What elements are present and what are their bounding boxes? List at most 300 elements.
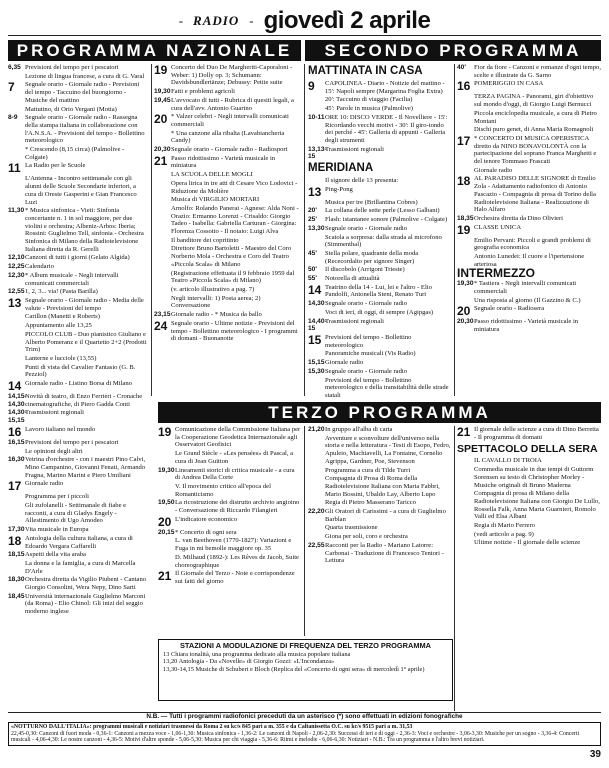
entry-text: Orchestra diretta da Vigilio Piubeni - Cantano Giorgio Consolini, Wera Nepy, Dino Sarti: [25, 576, 147, 592]
entry-text: Lezione di lingua francese, a cura di G. Varal: [25, 72, 145, 80]
entry-text: Orchestra diretta da Dino Olivieri: [474, 214, 563, 222]
entry-time: 13: [8, 295, 22, 310]
entry-text: Notorella di attualità: [325, 275, 380, 283]
column-divider: [151, 64, 152, 396]
programme-entry: [308, 467, 451, 475]
entry-time: [457, 522, 474, 530]
entry-time: [457, 531, 474, 539]
entry-text: Giornale radio: [325, 359, 364, 367]
programme-entry: [308, 146, 451, 161]
programme-entry: [154, 64, 301, 87]
entry-time: [154, 237, 171, 245]
programme-entry: [457, 305, 601, 317]
programme-entry: [8, 64, 148, 72]
entry-text: Le Grand Siècle - «Les pensées» di Pascal, a cura di Jean Guitton: [175, 450, 294, 465]
entry-text: AL PARADISO DELLE SIGNORE di Emilio Zola - Adattamento radiofonico di Antonio Pascazio - Compagnia di prosa di Torino della Radiotelevisione Italiana - Realizzazione di Halo Alfaro: [474, 175, 596, 214]
programme-entry: [457, 110, 601, 125]
entry-text: Giornale radio - * Musica da ballo: [171, 311, 262, 319]
entry-text: PICCOLO CLUB - Duo pianistico Giuliano e Alberto Pomeranz e il Quartetto 2+2 (Prodotti Trim): [25, 330, 147, 354]
entry-text: Aspetti della vita araba: [25, 551, 86, 559]
entry-time: 16,30: [8, 456, 25, 464]
stazioni-line: 13,20 Antologia - Da «Novelle» di Giorgio Gozzi: «L'Incondanza»: [163, 658, 335, 666]
section-heading: MATTINATA IN CASA: [308, 65, 423, 77]
entry-time: [308, 499, 325, 507]
header-dash: -: [178, 12, 184, 28]
band-programma-nazionale: PROGRAMMA NAZIONALE: [8, 40, 301, 61]
entry-time: 14,15-14,30: [8, 393, 27, 408]
programme-entry: [308, 186, 451, 198]
programme-entry: [457, 175, 601, 214]
entry-text: Comunicazione della Commissione Italiana per la Cooperazione Geodetica Internazionale agli Osservatori Geofisici: [175, 426, 301, 449]
programme-entry: [457, 93, 601, 108]
programme-entry: [158, 483, 301, 498]
footer-notturno: [8, 722, 601, 746]
entry-time: 20: [457, 304, 471, 319]
entry-text: Musica per tre (Brillantina Cobres): [325, 198, 418, 206]
entry-time: [457, 297, 474, 305]
programme-entry: [8, 106, 148, 114]
entry-time: 13,13-15: [308, 145, 327, 161]
entry-text: Segnale orario - Giornale radio - Radiosport: [171, 146, 288, 154]
nazionale-col-2: [154, 64, 301, 396]
entry-time: [457, 167, 474, 175]
entry-time: 14,40-15: [308, 317, 327, 333]
entry-time: 18,45: [8, 592, 25, 600]
stazioni-title: STAZIONI A MODULAZIONE DI FREQUENZA DEL TERZO PROGRAMMA: [180, 641, 431, 650]
entry-text: Ultime notizie - Il giornale delle scienze: [474, 539, 581, 547]
programme-entry: [8, 288, 148, 296]
entry-time: 16: [457, 79, 471, 94]
programme-entry: [308, 499, 451, 507]
entry-text: Gli zufolanelli - Settimanale di fiabe e racconti, a cura di Gladys Engely - Allestimento di Ugo Amodeo: [25, 502, 127, 525]
entry-time: [158, 450, 175, 465]
entry-text: * CONCERTO DI MUSICA OPERISTICA diretto da NINO BONAVOLONTÀ con la partecipazione del soprano Franca Marghetti e del tenore Tommaso Frascati: [474, 134, 597, 166]
entry-text: Compagnia di prosa di Milano della Radiotelevisione Italiana con Giorgio De Lullo, Rossella Falk, Anna Maria Guarnieri, Romolo Valli ed Elsa Albani: [474, 490, 600, 521]
entry-time: [457, 539, 474, 547]
programme-entry: [8, 393, 148, 408]
entry-time: 21: [158, 569, 172, 584]
entry-text: Opera lirica in tre atti di Cesare Vico Lodovici - Riduzione da Molière: [171, 179, 298, 195]
programme-entry: [457, 457, 601, 465]
entry-text: Lanterne e lucciole (13,55): [25, 354, 97, 362]
entry-time: 8-9: [8, 114, 18, 122]
entry-time: 13,30: [308, 224, 325, 232]
programme-entry: [158, 426, 301, 449]
entry-time: 15,15: [308, 359, 325, 367]
entry-text: ORE 10: DISCO VERDE - Il Novelliere - 15': Ricordando vecchi motivi - 30': Il giro-tondo dei perché - 45': Galleria di appunti - Galleria degli strumenti: [325, 113, 448, 144]
terzo-col-1: [158, 426, 301, 636]
programme-entry: [158, 450, 301, 465]
entry-text: Il Giornale del Terzo - Note e corrispondenze sui fatti del giorno: [175, 570, 295, 585]
entry-text: Emilio Pervani: Piccoli e grandi problemi di geografia economica: [474, 236, 591, 252]
entry-time: [308, 96, 325, 104]
entry-text: Trasmissioni regionali: [25, 409, 84, 417]
entry-text: Teatrino della 14 - Lui, lei e l'altro - Elio Pandolfi, Antonella Steni, Renato Turi: [325, 283, 432, 299]
entry-text: Regia di Mario Ferrero: [474, 522, 535, 530]
entry-text: Segnale orario - Giornale radio: [325, 300, 408, 308]
entry-time: 9: [308, 79, 315, 93]
entry-time: [154, 180, 171, 195]
programme-entry: [158, 529, 301, 537]
entry-text: Vetrina d'orchestre - con i maestri Pino Calvi, Mino Campanino, Giovanni Fenati, Armando Fragna, Marino Marini e Piero Umiliani: [25, 456, 146, 479]
programme-entry: [308, 266, 451, 274]
entry-time: [8, 364, 25, 379]
entry-time: [8, 322, 25, 330]
entry-time: 20,30: [457, 318, 474, 326]
entry-text: * Musica sinfonica - Vieti: Sinfonia concertante n. 1 in sol maggiore, per due violini e orchestra; Albeniz-Arbos: Iberia; Rossini: Guglielmo Tell, sinfonia - Orchestra Sinfonica di Milano della Radiotelevisione Italiana diretta da R. Gerelli: [25, 207, 144, 253]
entry-text: Previsioni del tempo per i pescatori: [25, 438, 119, 446]
entry-text: Commedia musicale in due tempi di Guttorm Sorensen su testo di Christopher Morley - Musiche originali di Bruno Maderna: [474, 466, 594, 489]
secondo-col-2: [457, 64, 601, 396]
entry-time: [457, 126, 474, 134]
nazionale-col-1: [8, 64, 148, 616]
entry-text: Direttore Bruno Bartoletti - Maestro del Coro Norberto Mola - Orchestra e Coro del Teatro «Piccola Scala» di Milano: [171, 245, 292, 268]
entry-time: 21: [154, 153, 168, 168]
programme-entry: [308, 368, 451, 376]
entry-time: 12,55: [8, 288, 25, 296]
entry-time: [154, 295, 171, 310]
entry-text: Ping-Pong: [325, 185, 353, 193]
programme-entry: [308, 542, 451, 565]
entry-time: [154, 245, 171, 268]
entry-time: 18,35: [457, 214, 474, 222]
entry-text: Concerto del Duo De Margheriti-Caporaloni - Weber: 1) Dolly op. 3; Schumann: Davidsbundlertänze; Debussy: Petite suite: [171, 64, 293, 87]
secondo-col-1: [308, 64, 451, 399]
page-number: 39: [589, 749, 601, 760]
entry-text: Segnale orario - Giornale radio - Rassegna della stampa italiana in collaborazione con l'A.N.S.A. - Previsioni del tempo - Bollettino meteorologico: [25, 114, 145, 145]
entry-time: [308, 475, 325, 498]
entry-text: Previsioni del tempo - Bollettino meteorologico e della transitabilità delle strade statali: [325, 376, 449, 399]
programme-entry: [154, 155, 301, 170]
entry-time: [158, 537, 175, 552]
notturno-details: 22,45-0,30: Canzoni di fuori moda - 0,36-1: Canzoni a mezza voce - 1,06-1,30: Musica sinfonica - 1,36-2: Le canzoni di Napoli - 2,06-2,30: Successi di ieri e di oggi - 2,36-3: Voci e orchestre - 3,06-3,30: Musiche per un sogno - 3,36-4: Concerti musicali - 4,06-4,30: Le nostre canzoni - 4,36-5: Motivi d'altre sponde - 5,06-5,30: Musica per chi viaggia - 5,36-6: Ritmi e melodie - 6,06-6,30: Notiziari - N.B.: Tra un programma e l'altro brevi notiziari.: [11, 730, 580, 744]
entry-time: 22,55: [308, 541, 325, 549]
entry-text: Regia di Pietro Masserano Taricco: [325, 499, 416, 507]
entry-text: Lineamenti storici di critica musicale - a cura di Andrea Della Corte: [175, 466, 295, 482]
programme-entry: [154, 295, 301, 310]
page-header: [8, 6, 601, 36]
programme-entry: [154, 97, 301, 112]
entry-text: In gruppo all'alba di carta: [325, 426, 393, 433]
entry-time: 15,30: [308, 367, 325, 375]
header-date: giovedì 2 aprile: [263, 6, 431, 34]
entry-time: 17: [457, 133, 471, 148]
entry-time: [308, 435, 325, 466]
entry-time: [154, 171, 171, 179]
entry-text: Previsioni del tempo per i pescatori: [25, 64, 119, 71]
programme-entry: [308, 207, 451, 215]
band-terzo-programma: TERZO PROGRAMMA: [158, 402, 601, 423]
entry-time: [308, 467, 325, 475]
programme-entry: [154, 130, 301, 145]
programme-entry: [154, 286, 301, 294]
programme-entry: [8, 331, 148, 354]
programme-entry: [8, 207, 148, 253]
programme-entry: [154, 180, 301, 195]
entry-time: 50': [308, 266, 317, 274]
entry-time: 11,30: [8, 207, 25, 215]
entry-time: [308, 533, 325, 541]
entry-time: 16,15: [8, 438, 25, 446]
entry-text: Fatti e problemi agricoli: [171, 88, 235, 96]
programme-entry: [154, 320, 301, 343]
notturno-title: «NOTTURNO DALL'ITALIA»: programmi musicali e notiziari trasmessi da Roma 2 su kc/s 845 pari a m. 355 e da Caltanissetta O.C. su kc/s 9515 pari a m. 31,53: [11, 723, 413, 730]
entry-time: [308, 377, 325, 400]
entry-time: 13: [308, 184, 322, 199]
entry-time: [8, 146, 25, 161]
programme-entry: [8, 73, 148, 81]
entry-text: * Tastiera - Negli intervalli comunicati commerciali: [474, 280, 577, 295]
programme-entry: [8, 175, 148, 206]
programme-entry: [457, 215, 601, 223]
entry-text: Flash: istantanee sonore (Palmolive - Colgate): [325, 216, 448, 224]
column-divider: [304, 64, 305, 396]
entry-time: 14,30-15,15: [8, 409, 27, 425]
programme-entry: [158, 499, 301, 514]
programme-entry: [8, 263, 148, 271]
entry-text: Antonio Lunedei: Il cuore e l'ipertensione arteriosa: [474, 253, 585, 268]
entry-text: Musica di VIRGILIO MORTARI: [171, 196, 260, 204]
entry-text: Le opinioni degli altri: [25, 447, 83, 455]
section-bands: [8, 40, 601, 61]
programme-entry: [457, 490, 601, 521]
entry-time: [308, 309, 325, 317]
spettacolo-heading: SPETTACOLO DELLA SERA: [457, 443, 598, 456]
programme-entry: [8, 380, 148, 392]
entry-text: Gli Oratori di Carissimi - a cura di Guglielmo Barblan: [325, 508, 446, 523]
entry-text: (Registrazione effettuata il 9 febbraio 1959 dal Teatro «Piccola Scala» di Milano): [171, 269, 295, 285]
entry-text: Segnale orario - Giornale radio: [325, 224, 408, 232]
entry-time: 6,35: [8, 64, 21, 71]
secondo-evening-col: [457, 426, 601, 711]
programme-entry: [308, 199, 451, 207]
entry-time: 14: [8, 379, 22, 394]
entry-text: Voci di ieri, di oggi, di sempre (Agipgas): [325, 308, 434, 316]
section-heading: MERIDIANA: [308, 162, 374, 175]
entry-time: 19,30: [154, 88, 171, 96]
entry-time: [457, 457, 474, 465]
programme-entry: [8, 146, 148, 161]
programme-entry: [457, 135, 601, 166]
entry-time: 10-11: [308, 113, 325, 121]
programme-entry: [308, 508, 451, 523]
entry-text: D. Milhaud (1892-): Les Rêves de Jacob, Suite choreographique: [175, 553, 299, 569]
entry-time: [8, 355, 25, 363]
entry-time: [457, 466, 474, 489]
entry-text: Il giornale delle scienze a cura di Dino Berretta - Il programma di domani: [474, 426, 599, 441]
programme-entry: [457, 318, 601, 333]
entry-text: Passo ridottissimo - Varietà musicale in miniatura: [171, 154, 276, 170]
programme-entry: [308, 300, 451, 308]
entry-time: [154, 130, 171, 145]
entry-time: 15: [308, 332, 322, 347]
entry-time: [8, 73, 25, 81]
entry-time: [158, 483, 175, 498]
entry-time: [8, 331, 25, 354]
entry-time: 7: [8, 80, 15, 95]
radio-listing-page: [8, 6, 601, 760]
entry-text: Giornale radio: [25, 480, 64, 488]
programme-entry: [308, 377, 451, 400]
entry-text: * Una canzone alla ribalta (Lavabiancheria Candy): [171, 129, 285, 145]
entry-text: * Crescendo (8,15 circa) (Palmolive - Colgate): [25, 146, 125, 161]
entry-time: [154, 270, 171, 285]
programme-entry: [8, 272, 148, 287]
entry-time: 18,30: [8, 576, 25, 584]
entry-text: Avventure e sconvolture dell'universo nella storia e nella letteratura - Testi di Esopo, Fedro, Apuleio, Machiavelli, La Fontaine, Cornelio Agrippa, Gardner, Poe, Stevenson: [325, 434, 451, 465]
programme-entry: [457, 237, 601, 252]
entry-text: Punti di vista del Cavalier Fantasio (G. B. Pezziol): [25, 363, 136, 379]
entry-time: 11: [8, 161, 21, 176]
column-divider: [304, 426, 305, 636]
entry-text: Previsioni del tempo - Bollettino meteorologico: [325, 333, 412, 349]
entry-text: Panoramiche musicali (Vis Radio): [325, 350, 416, 358]
programme-entry: [308, 318, 451, 333]
programme-entry: [158, 537, 301, 552]
column-divider: [454, 426, 455, 711]
entry-text: Università internazionale Guglielmo Marconi (da Roma) - Elio Chinol: Gli inizi del seggio moderno inglese: [25, 592, 146, 616]
entry-text: Segnale orario - Ultime notizie - Previsioni del tempo - Bollettino meteorologico - I programmi di domani - Buonanotte: [171, 319, 298, 343]
terzo-col-2: [308, 426, 451, 636]
entry-text: Novità di teatro, di Enzo Ferrieri - Cronache cinematografiche, di Piero Gadda Conti: [25, 393, 143, 408]
programme-entry: [8, 364, 148, 379]
entry-text: * Valzer celebri - Negli intervalli comunicati commerciali: [171, 113, 289, 128]
entry-time: [308, 105, 325, 113]
entry-text: Segnale orario - Giornale radio - Media delle valute - Previsioni del tempo: [25, 296, 144, 312]
entry-time: [8, 175, 25, 206]
entry-text: TERZA PAGINA - Panorami, giri d'obiettivo sul mondo d'oggi, di Giorgio Luigi Bernucci: [474, 93, 594, 109]
entry-time: 45': [308, 249, 317, 257]
entry-time: [308, 177, 325, 185]
programme-entry: [308, 334, 451, 349]
entry-time: 20: [158, 514, 172, 529]
entry-text: Lavoro italiano nel mondo: [25, 425, 96, 433]
programme-entry: [8, 162, 148, 174]
entry-time: [154, 205, 171, 236]
entry-text: * Album musicale - Negli intervalli comunicati commerciali: [25, 271, 119, 287]
programme-entry: [308, 234, 451, 249]
programme-entry: [308, 309, 451, 317]
programme-entry: [154, 311, 301, 319]
entry-text: 20': Taccuino di viaggio (Facilia): [325, 96, 413, 104]
entry-time: 12,10: [8, 254, 25, 262]
entry-text: Segnale orario - Radiosera: [474, 305, 545, 313]
programme-entry: [158, 516, 301, 528]
entry-time: 14: [308, 282, 322, 297]
programme-entry: [154, 113, 301, 128]
programme-entry: [8, 297, 148, 312]
intermezzo-heading: INTERMEZZO: [457, 266, 535, 281]
entry-time: 20,30: [154, 146, 171, 154]
entry-text: Programma a cura di Tilde Turri: [325, 466, 411, 474]
entry-text: POMERIGGIO IN CASA: [474, 80, 544, 88]
entry-text: La donna e la famiglia, a cura di Marcella D'Arle: [25, 559, 136, 575]
entry-text: Antologia della cultura italiana, a cura di Edoardo Vergara Caffarelli: [25, 534, 133, 550]
programme-entry: [308, 177, 451, 185]
entry-text: CAPOLINEA - Diario - Notizie del mattino - 15': Napoli sempre (Margarina Foglia Extra): [325, 80, 445, 95]
entry-text: Stella polare, quadrante della moda (Rececordalto per signore Singer): [325, 249, 419, 265]
programme-entry: [154, 205, 301, 236]
programme-entry: [158, 554, 301, 569]
programme-entry: [154, 237, 301, 245]
entry-text: (v. articolo illustrativo a pag. 7): [171, 285, 255, 293]
entry-text: Mattutino, di Orio Vergani (Motta): [25, 105, 117, 113]
entry-text: Trasmissioni regionali: [325, 317, 384, 325]
entry-text: Calendario: [25, 263, 54, 271]
entry-time: 17: [8, 479, 22, 494]
column-divider: [454, 64, 455, 396]
entry-text: Racconti per la Radio - Mariano Latorre: Carbonai - Traduzione di Francesco Tentori - Lettura: [325, 541, 444, 565]
header-radio: RADIO: [193, 12, 240, 28]
programme-entry: [154, 146, 301, 154]
entry-text: Appuntamento alle 13,25: [25, 322, 92, 330]
programme-entry: [308, 105, 451, 113]
entry-text: Il discobolo (Arrigoni Trieste): [325, 266, 405, 274]
entry-time: 16: [8, 424, 22, 439]
entry-text: Il signore delle 13 presenta:: [325, 177, 399, 185]
entry-text: La Radio per le Scuole: [25, 162, 86, 170]
programme-entry: [457, 531, 601, 539]
programme-entry: [8, 81, 148, 104]
entry-time: [8, 313, 25, 321]
programme-entry: [457, 80, 601, 92]
programme-entry: [154, 196, 301, 204]
band-secondo-programma: SECONDO PROGRAMMA: [305, 40, 601, 61]
programme-entry: [457, 522, 601, 530]
entry-text: 45': Parole in musica (Palmolive): [325, 105, 413, 113]
programme-entry: [457, 466, 601, 489]
entry-text: * Concerto di ogni sera: [175, 528, 237, 536]
entry-text: Scatola a sorpresa: dalla strada al microfono (Simmenthal): [325, 233, 442, 249]
programme-entry: [457, 539, 601, 547]
entry-text: Quarta trasmissione: [325, 524, 378, 532]
entry-text: L'indicatore economico: [175, 515, 238, 523]
entry-text: (vedi articolo a pag. 9): [474, 530, 534, 538]
programme-entry: [8, 313, 148, 321]
entry-time: [308, 199, 325, 207]
entry-time: 25': [308, 216, 317, 224]
entry-time: 55': [308, 275, 317, 283]
entry-time: 19,45: [154, 96, 171, 104]
entry-time: [158, 554, 175, 569]
programme-entry: [154, 171, 301, 179]
stazioni-line: 13 Chiara tonalità, una programma dedicato alla musica popolare italiana: [163, 650, 351, 658]
entry-text: Il banditore dei copritinto: [171, 236, 239, 244]
entry-text: Dischi puro genet, di Anna Maria Romagnoli: [474, 126, 594, 134]
programme-entry: [457, 126, 601, 134]
entry-text: LA SCUOLA DELLE MOGLI: [171, 171, 253, 179]
entry-time: 24: [154, 318, 168, 333]
programme-entry: [308, 80, 451, 95]
programme-entry: [308, 225, 451, 233]
entry-time: [308, 524, 325, 532]
entry-time: 21,20: [308, 426, 325, 433]
programme-entry: [308, 275, 451, 283]
programme-entry: [457, 224, 601, 236]
programme-entry: [308, 435, 451, 466]
entry-time: 12,30: [8, 271, 25, 279]
entry-time: [457, 110, 474, 125]
programme-entry: [8, 355, 148, 363]
programme-entry: [154, 270, 301, 285]
programme-entry: [158, 570, 301, 585]
entry-text: Una risposta al giorno (Il Gazzino & C.): [474, 296, 581, 304]
entry-time: 40': [457, 64, 466, 71]
programme-entry: [308, 475, 451, 498]
entry-text: La ricostruzione dei distrutto archivio angioino - Conversazione di Riccardo Filangieri: [175, 499, 300, 515]
programme-entry: [8, 322, 148, 330]
programme-entry: [308, 426, 451, 434]
